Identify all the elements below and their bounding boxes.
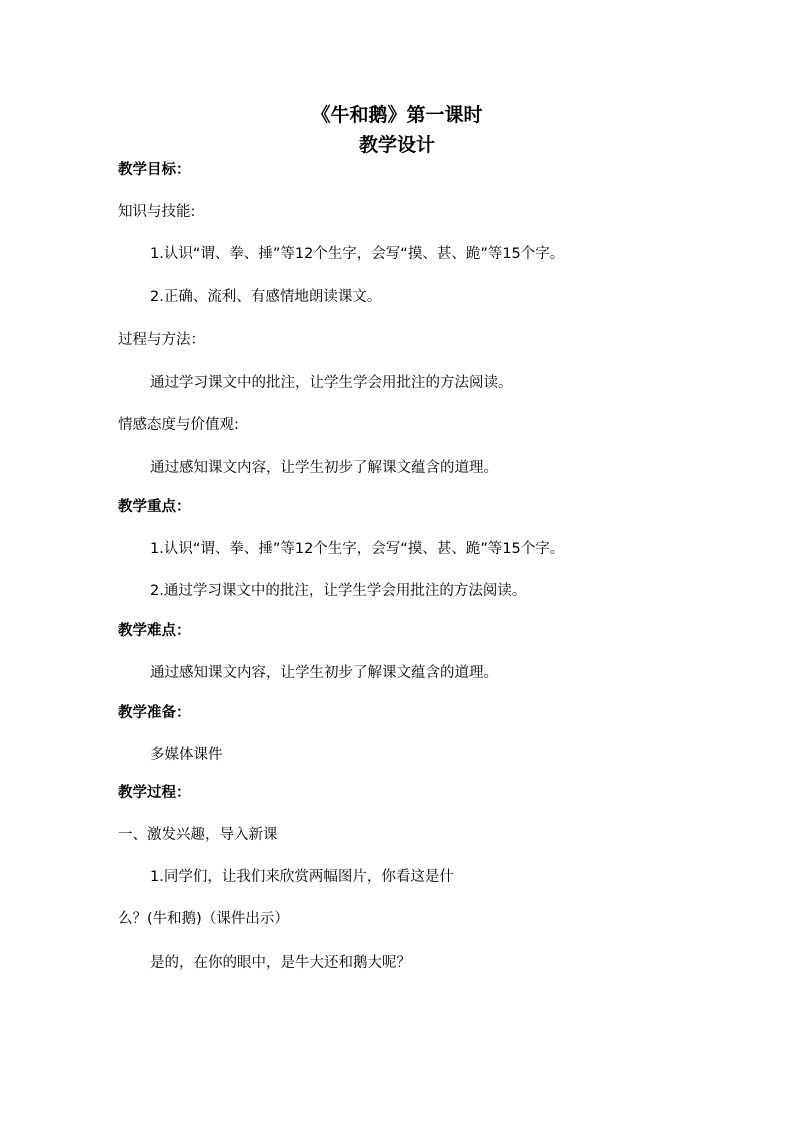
difficulty-heading: 教学难点： [118,623,191,639]
step-1-item-2: 是的，在你的眼中，是牛大还和鹅大呢？ [150,955,411,971]
process-item: 通过学习课文中的批注，让学生学会用批注的方法阅读。 [150,375,513,391]
knowledge-item-2: 2.正确、流利、有感情地朗读课文。 [150,289,382,305]
emotion-item: 通过感知课文内容，让学生初步了解课文蕴含的道理。 [150,460,498,476]
key-points-heading: 教学重点： [118,499,191,515]
process-steps-heading: 教学过程： [118,785,191,801]
preparation-heading: 教学准备： [118,705,191,721]
objectives-heading: 教学目标： [118,162,191,178]
key-points-item-2: 2.通过学习课文中的批注，让学生学会用批注的方法阅读。 [150,583,527,599]
preparation-item: 多媒体课件 [150,747,223,763]
difficulty-item: 通过感知课文内容，让学生初步了解课文蕴含的道理。 [150,665,498,681]
document-title: 《牛和鹅》第一课时 [311,104,483,126]
document-subtitle: 教学设计 [358,134,435,156]
knowledge-item-1: 1.认识“谓、拳、捶”等12个生字，会写“摸、甚、跪”等15个字。 [150,246,565,262]
process-heading: 过程与方法： [118,332,205,348]
key-points-item-1: 1.认识“谓、拳、捶”等12个生字，会写“摸、甚、跪”等15个字。 [150,541,565,557]
emotion-heading: 情感态度与价值观: [118,417,239,433]
step-1-item-1-line-b: 么？(牛和鹅)（课件出示） [118,911,289,927]
step-1-item-1-line-a: 1.同学们，让我们来欣赏两幅图片，你看这是什 [150,869,454,885]
step-1-heading: 一、激发兴趣，导入新课 [118,827,278,843]
knowledge-heading: 知识与技能: [118,204,196,220]
